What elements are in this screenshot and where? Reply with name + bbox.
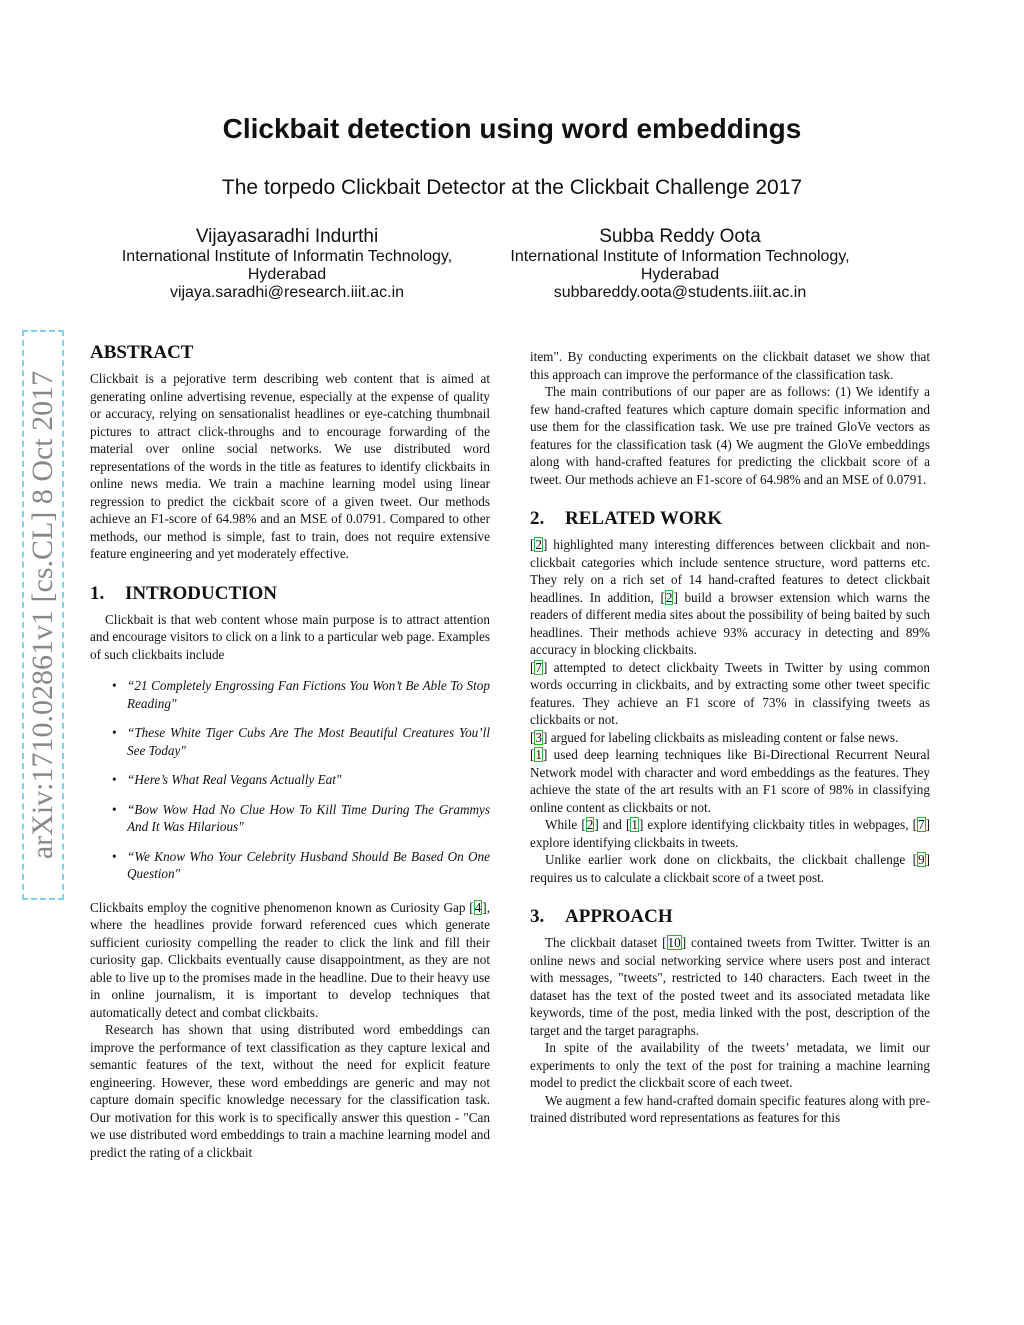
list-item: • “Here’s What Real Vegans Actually Eat" <box>90 771 490 789</box>
citation-link[interactable]: 2 <box>586 817 594 832</box>
citation-link[interactable]: 3 <box>535 729 542 745</box>
section-title: APPROACH <box>565 906 673 927</box>
related-work-paragraph: [1] used deep learning techniques like Bi-Directional Recurrent Neural Network model with character and word embeddings as the features. They achieve the state of the art results with an F1 score of 98% in classifying online content as clickbaits or not. <box>530 747 930 815</box>
abstract-text: Clickbait is a pejorative term describing web content that is aimed at generating online advertising revenue, especially at the expense of quality or accuracy, relying on sensationalist headlines or eye-catching thumbnail pictures to attract click-throughs and to encourage forwarding of the material over online social networks. We use distributed word representations of the words in the title as features to identify clickbaits in online news media. We train a machine learning model using linear regression to predict the cickbait score of a given tweet. Our methods achieve an F1-score of 64.98% and an MSE of 0.0791. Compared to other methods, our method is simple, fast to train, does not require extensive feature engineering and yet moderately effective. <box>90 371 490 561</box>
author-name: Vijayasaradhi Indurthi <box>195 226 379 247</box>
arxiv-identifier-stamp[interactable] <box>22 330 64 900</box>
author-email[interactable]: vijaya.saradhi@research.iiit.ac.in <box>169 284 405 301</box>
section-number: 2. <box>530 508 545 529</box>
author-city: Hyderabad <box>247 266 327 283</box>
author-affiliation: International Institute of Information Technology, <box>510 248 850 265</box>
related-work-paragraph: [7] attempted to detect clickbaity Tweets in Twitter by using common words occurring in clickbaits, and by extracting some other tweet specific features. They achieve an F1 score of 73% in classifying tweets as clickbaits or not. <box>530 659 930 727</box>
author-affiliation: International Institute of Informatin Technology, <box>121 248 453 265</box>
section-title: INTRODUCTION <box>125 582 278 604</box>
citation-link[interactable]: 1 <box>535 747 542 762</box>
related-work-heading <box>530 508 930 530</box>
approach-paragraph: In spite of the availability of the tweets’ metadata, we limit our experiments to only the text of the post for training a machine learning model to predict the clickbait score of each tweet. <box>530 1040 930 1090</box>
related-work-paragraph: [2] highlighted many interesting differences between clickbait and non-clickbait categories which include sentence structure, word patterns etc. They rely on a rich set of 14 hand-crafted features to detect clickbait headlines. In addition, [2] build a browser extension which warns the readers of different media sites about the possibility of being baited by such headlines. Their methods achieve 93% accuracy in detecting and 89% accuracy in blocking clickbaits. <box>530 537 930 657</box>
approach-paragraph: We augment a few hand-crafted domain specific features along with pre-trained distributed word representations as features for this <box>530 1092 930 1125</box>
paper-title: Clickbait detection using word embeddings <box>222 113 802 144</box>
introduction-paragraph: Clickbait is that web content whose main purpose is to attract attention and encourage visitors to click on a link to a particular web page. Examples of such clickbaits include <box>90 611 490 662</box>
author-city: Hyderabad <box>640 266 720 283</box>
clickbait-examples-list <box>90 677 490 883</box>
citation-link[interactable]: 10 <box>667 935 681 950</box>
citation-link[interactable]: 2 <box>535 537 542 552</box>
list-item: • “Bow Wow Had No Clue How To Kill Time During The Grammys And It Was Hilarious" <box>90 801 490 836</box>
related-work-paragraph: [3] argued for labeling clickbaits as misleading content or false news. <box>530 729 899 745</box>
introduction-paragraph: Clickbaits employ the cognitive phenomenon known as Curiosity Gap [4], where the headlines provide forward referenced cues which generate sufficient curiosity compelling the reader to click the link and fill their curiosity gap. Clickbaits eventually cause disappointment, as they are not able to live up to the promises made in the headline. Due to their heavy use in online journalism, it is important to develop techniques that automatically detect and combat clickbaits. <box>90 899 490 1020</box>
section-title: RELATED WORK <box>565 508 723 529</box>
list-item: • “We Know Who Your Celebrity Husband Should Be Based On One Question" <box>90 848 490 883</box>
author-block <box>87 225 487 302</box>
citation-link[interactable]: 7 <box>918 817 925 832</box>
introduction-paragraph: Research has shown that using distributed word embeddings can improve the performance of text classification as they capture lexical and semantic features of the text, without the need for explicit feature engineering. However, these word embeddings are generic and may not capture domain specific knowledge necessary for the classification task. Our motivation for this work is to specifically answer this question - "Can we use distributed word embeddings to train a machine learning model and predict the rating of a clickbait <box>90 1022 490 1160</box>
approach-heading <box>530 906 930 928</box>
citation-link[interactable]: 7 <box>535 659 542 675</box>
left-column <box>90 342 490 1161</box>
citation-link[interactable]: 9 <box>918 852 925 867</box>
introduction-paragraph: The main contributions of our paper are as follows: (1) We identify a few hand-crafted features which capture domain specific information and use them for the classification task. We use pre trained GloVe vectors as features for the classification task (4) We augment the GloVe embeddings along with hand-crafted features for predicting the clickbait score of a tweet. Our methods achieve an F1-score of 64.98% and an MSE of 0.0791. <box>530 384 930 487</box>
citation-link[interactable]: 1 <box>631 817 638 832</box>
introduction-heading <box>90 583 490 605</box>
list-item: • “21 Completely Engrossing Fan Fictions You Won’t Be Able To Stop Reading" <box>90 677 490 712</box>
author-block <box>480 225 880 302</box>
abstract-heading: ABSTRACT <box>90 342 194 363</box>
right-column <box>530 348 930 1127</box>
citation-link[interactable]: 2 <box>665 589 673 605</box>
section-number: 3. <box>530 906 545 927</box>
approach-paragraph: The clickbait dataset [10] contained tweets from Twitter. Twitter is an online news and social networking service where users post and interact with messages, "tweets", restricted to 140 characters. Each tweet in the dataset has the text of the posted tweet and its associated metadata like keywords, time of the post, media linked with the post, description of the target and the target paragraphs. <box>530 935 930 1038</box>
arxiv-id: arXiv:1710.02861v1 [cs.CL] 8 Oct 2017 <box>26 370 59 860</box>
related-work-paragraph: Unlike earlier work done on clickbaits, the clickbait challenge [9] requires us to calculate a clickbait score of a tweet post. <box>530 852 930 885</box>
author-email[interactable]: subbareddy.oota@students.iiit.ac.in <box>553 284 807 301</box>
citation-link[interactable]: 4 <box>474 899 482 915</box>
section-number: 1. <box>90 582 105 604</box>
author-name: Subba Reddy Oota <box>599 226 761 247</box>
related-work-paragraph: While [2] and [1] explore identifying clickbaity titles in webpages, [7] explore identifying clickbaits in tweets. <box>530 817 930 850</box>
introduction-paragraph: item". By conducting experiments on the clickbait dataset we show that this approach can improve the performance of the classification task. <box>530 349 930 382</box>
paper-subtitle: The torpedo Clickbait Detector at the Clickbait Challenge 2017 <box>221 176 803 199</box>
list-item: • “These White Tiger Cubs Are The Most Beautiful Creatures You’ll See Today" <box>90 724 490 759</box>
